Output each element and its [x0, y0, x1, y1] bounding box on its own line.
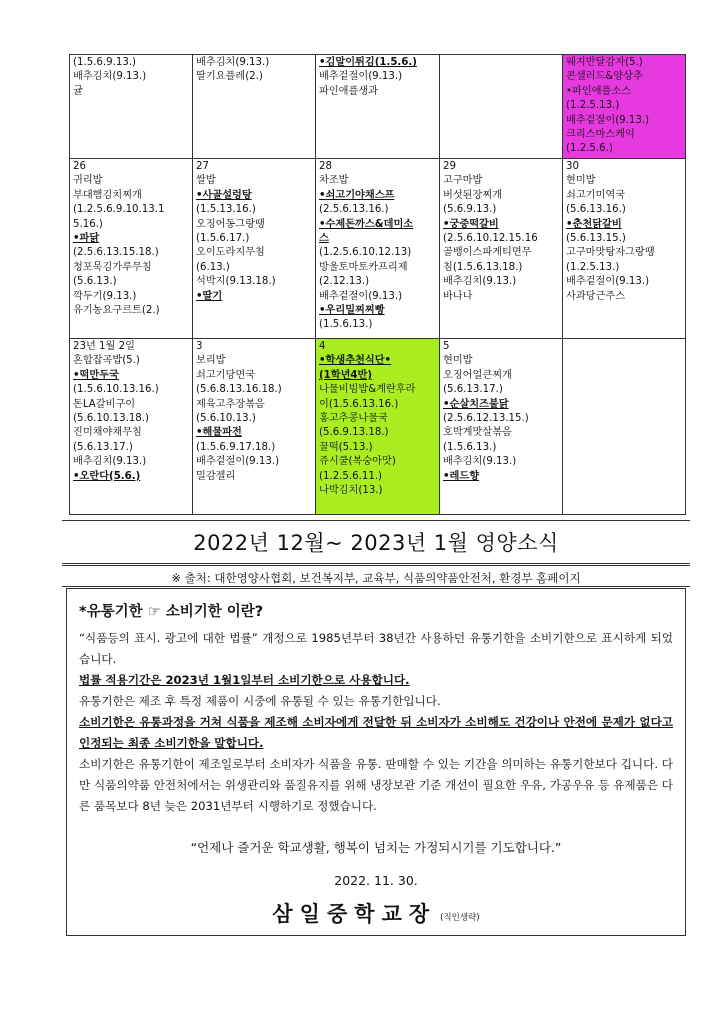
menu-item: 배추김치(9.13.)	[443, 276, 517, 288]
menu-cell	[70, 339, 193, 515]
menu-item: 깍두기(9.13.)	[73, 290, 137, 302]
menu-cell	[70, 159, 193, 339]
menu-row	[70, 159, 686, 339]
menu-item: (5.6.13.15.)	[566, 233, 626, 245]
menu-item: (2.5.6.13.15.18.)	[73, 247, 159, 259]
menu-item: 고구마맛탕자그랑땡	[566, 247, 655, 259]
menu-item: 현미밥	[566, 175, 596, 187]
menu-item: 배추겉절이(9.13.)	[196, 456, 280, 468]
menu-item: (2.5.6.13.16.)	[319, 204, 389, 216]
menu-cell	[440, 339, 563, 515]
menu-item: •쇠고기야채스프	[319, 189, 395, 201]
menu-cell	[316, 159, 440, 339]
menu-item: (6.13.)	[196, 261, 230, 273]
notice-paragraph-5: 소비기한은 유통기한이 제조일로부터 소비자가 식품을 유통. 판매할 수 있는 기간을 의미하는 유통기한보다 깁니다. 다만 식품의약품 안전처에서는 위생관리와 품질유지를 위해 냉장보관 기준 개선이 필요한 우유, 가공우유 등 유제품은 다른 품목보다 8년 늦은 2031년부터 시행하기로 정했습니다.	[79, 757, 673, 813]
menu-cell	[563, 159, 686, 339]
menu-item: 쌀밥	[196, 175, 216, 187]
notice-date: 2022. 11. 30.	[334, 873, 418, 888]
menu-item: (1.5.6.10.13.16.)	[73, 384, 159, 396]
menu-item: •김말이튀김(1.5.6.)	[319, 57, 417, 68]
menu-item: •레드향	[443, 470, 480, 482]
menu-item: 나박김치(13.)	[319, 485, 383, 497]
menu-item: (5.6.10.13.)	[196, 413, 256, 425]
menu-item: 배추겉절이(9.13.)	[566, 276, 650, 288]
menu-item: 배추겉절이(9.13.)	[566, 114, 650, 126]
menu-body	[70, 55, 686, 515]
menu-item: (1학년4반)	[319, 369, 373, 381]
menu-item: 바나나	[443, 290, 473, 302]
menu-cell	[316, 339, 440, 515]
menu-item: 크리스마스케익	[566, 129, 635, 141]
menu-item: 보리밥	[196, 355, 226, 367]
menu-item: (5.6.9.13.)	[443, 204, 497, 216]
menu-item: 이(1.5.6.13.16.)	[319, 398, 399, 410]
menu-item: 쇠고기미역국	[566, 189, 626, 201]
menu-item: 차조밥	[319, 175, 349, 187]
signature	[79, 898, 673, 928]
menu-item: (1.5.13.16.)	[196, 204, 256, 216]
menu-item: (5.6.13.)	[73, 276, 117, 288]
menu-item: 방울토마토카프리제	[319, 261, 408, 273]
menu-item: 3	[196, 341, 203, 352]
menu-item: 귀리밥	[73, 175, 103, 187]
menu-item: 오징어동그랑땡	[196, 218, 265, 230]
menu-item: 27	[196, 161, 209, 172]
menu-item: 혼합잡곡밥(5.)	[73, 355, 140, 367]
menu-item: •수제돈까스&데미소	[319, 218, 414, 230]
menu-item: 5.16.)	[73, 218, 103, 230]
menu-item: 배추김치(9.13.)	[73, 71, 147, 83]
menu-item: (1.5.6.17.)	[196, 233, 250, 245]
menu-item: (5.6.10.13.18.)	[73, 413, 149, 425]
menu-item: 스	[319, 233, 329, 245]
menu-item: 나물비빔밥&계란후라	[319, 384, 416, 396]
menu-item: 배추겉절이(9.13.)	[319, 71, 403, 83]
menu-item: (1.2.5.13.)	[566, 100, 620, 112]
menu-item: •춘천닭갈비	[566, 218, 622, 230]
menu-item: 26	[73, 161, 86, 172]
menu-item: 진미채야채무침	[73, 427, 142, 439]
menu-item: (1.5.6.9.17.18.)	[196, 441, 276, 453]
menu-item: •떡만두국	[73, 369, 119, 381]
menu-item: 꿀떡(5.13.)	[319, 441, 373, 453]
menu-item: •파인애플소스	[566, 85, 632, 97]
menu-item: 파인애플생과	[319, 85, 379, 97]
menu-cell	[193, 159, 316, 339]
menu-item: (5.6.13.17.)	[73, 441, 133, 453]
menu-item: •우리밀찌찌빵	[319, 305, 385, 317]
newsletter-title: 2022년 12월~ 2023년 1월 영양소식	[193, 531, 559, 555]
menu-item: (1.2.5.6.11.)	[319, 470, 383, 482]
closing-message: “언제나 즐거운 학교생활, 행복이 넘치는 가정되시기를 기도합니다.”	[190, 840, 562, 855]
menu-item: 홍고추콩나물국	[319, 413, 388, 425]
menu-item: (1.2.5.6.10.12.13)	[319, 247, 412, 259]
notice-paragraph-3: 유통기한은 제조 후 특정 제품이 시중에 유통될 수 있는 유통기한입니다.	[79, 694, 441, 708]
menu-item: 석박지(9.13.18.)	[196, 276, 276, 288]
menu-item: (5.6.9.13.18.)	[319, 427, 389, 439]
menu-cell	[316, 55, 440, 159]
menu-item: (1.2.5.6.)	[566, 143, 613, 155]
menu-item: 침(1.5.6.13.18.)	[443, 261, 523, 273]
menu-item: •학생추천식단•	[319, 355, 392, 367]
menu-item: 버섯된장찌개	[443, 189, 503, 201]
menu-item: 4	[319, 341, 326, 352]
notice-paragraph-4: 소비기한은 유통과정을 거쳐 식품을 제조해 소비자에게 전달한 뒤 소비자가 소비해도 건강이나 안전에 문제가 없다고 인정되는 최종 소비기한을 말합니다.	[79, 715, 673, 750]
menu-item: 유기농요구르트(2.)	[73, 305, 160, 317]
menu-item: 웨지반달감자(5.)	[566, 57, 643, 68]
menu-item: •순살치즈불닭	[443, 398, 509, 410]
notice-box	[66, 588, 686, 936]
menu-item: 배추김치(9.13.)	[196, 57, 270, 68]
menu-item: 배추겉절이(9.13.)	[319, 290, 403, 302]
menu-item: (2.12.13.)	[319, 276, 370, 288]
menu-item: 콘샐러드&양상추	[566, 71, 643, 83]
source-line: ※ 출처: 대한영양사협회, 보건복지부, 교육부, 식품의약품안전처, 환경부 홈페이지	[62, 569, 690, 587]
menu-item: 5	[443, 341, 450, 352]
menu-item: (2.5.6.10.12.15.16	[443, 233, 538, 245]
menu-cell	[193, 55, 316, 159]
menu-cell	[440, 55, 563, 159]
menu-item: •오란다(5.6.)	[73, 470, 141, 482]
menu-item: 밀감젤리	[196, 470, 236, 482]
menu-item: 현미밥	[443, 355, 473, 367]
menu-item: 골뱅이스파게티면무	[443, 247, 532, 259]
menu-item: 쥬시쿨(복숭아맛)	[319, 456, 396, 468]
menu-row	[70, 339, 686, 515]
menu-item: •해물파전	[196, 427, 242, 439]
menu-table	[69, 54, 686, 515]
menu-item: •사골설렁탕	[196, 189, 252, 201]
menu-item: •파닭	[73, 233, 100, 245]
menu-item: (5.6.8.13.16.18.)	[196, 384, 282, 396]
menu-item: 호박계맛살볶음	[443, 427, 512, 439]
principal-name: 삼일중학교장	[272, 902, 437, 926]
menu-item: •궁중떡갈비	[443, 218, 499, 230]
newsletter-title-bar	[62, 520, 690, 566]
menu-item: (1.2.5.13.)	[566, 261, 620, 273]
seal-note: (직인생략)	[440, 912, 480, 923]
menu-item: (1.5.6.9.13.)	[73, 57, 137, 68]
menu-item: 배추김치(9.13.)	[443, 456, 517, 468]
notice-paragraph-2: 법률 적용기간은 2023년 1월1일부터 소비기한으로 사용합니다.	[79, 673, 410, 687]
menu-item: •딸기	[196, 290, 223, 302]
menu-item: (1.5.6.13.)	[443, 441, 497, 453]
menu-item: (5.6.13.17.)	[443, 384, 503, 396]
menu-item: 귤	[73, 85, 83, 97]
menu-cell	[563, 55, 686, 159]
menu-item: 쇠고기당면국	[196, 369, 256, 381]
menu-row	[70, 55, 686, 159]
menu-item: 오징어얼큰찌개	[443, 369, 512, 381]
menu-item: (1.5.6.13.)	[319, 319, 373, 331]
menu-item: (2.5.6.12.13.15.)	[443, 413, 529, 425]
menu-item: 제육고추장볶음	[196, 398, 265, 410]
menu-item: 고구마밥	[443, 175, 483, 187]
menu-item: 청포묵김가루무침	[73, 261, 152, 273]
menu-item: 오이도라지무침	[196, 247, 265, 259]
menu-item: 돈LA갈비구이	[73, 398, 136, 410]
menu-item: 28	[319, 161, 332, 172]
menu-item: 29	[443, 161, 456, 172]
menu-item: 사과당근주스	[566, 290, 626, 302]
menu-cell	[70, 55, 193, 159]
menu-item: 부대햄김치찌개	[73, 189, 142, 201]
notice-heading: *유통기한 ☞ 소비기한 이란?	[79, 604, 264, 620]
notice-paragraph-1: “식품등의 표시. 광고에 대한 법률” 개정으로 1985년부터 38년간 사용하던 유통기한을 소비기한으로 표시하게 되었습니다.	[79, 631, 673, 666]
menu-cell	[563, 339, 686, 515]
menu-item: 23년 1월 2일	[73, 341, 135, 352]
menu-item: (5.6.13.16.)	[566, 204, 626, 216]
menu-item: 배추김치(9.13.)	[73, 456, 147, 468]
menu-cell	[193, 339, 316, 515]
menu-item: 딸기요플레(2.)	[196, 71, 263, 83]
menu-cell	[440, 159, 563, 339]
menu-item: 30	[566, 161, 579, 172]
menu-item: (1.2.5.6.9.10.13.1	[73, 204, 165, 216]
